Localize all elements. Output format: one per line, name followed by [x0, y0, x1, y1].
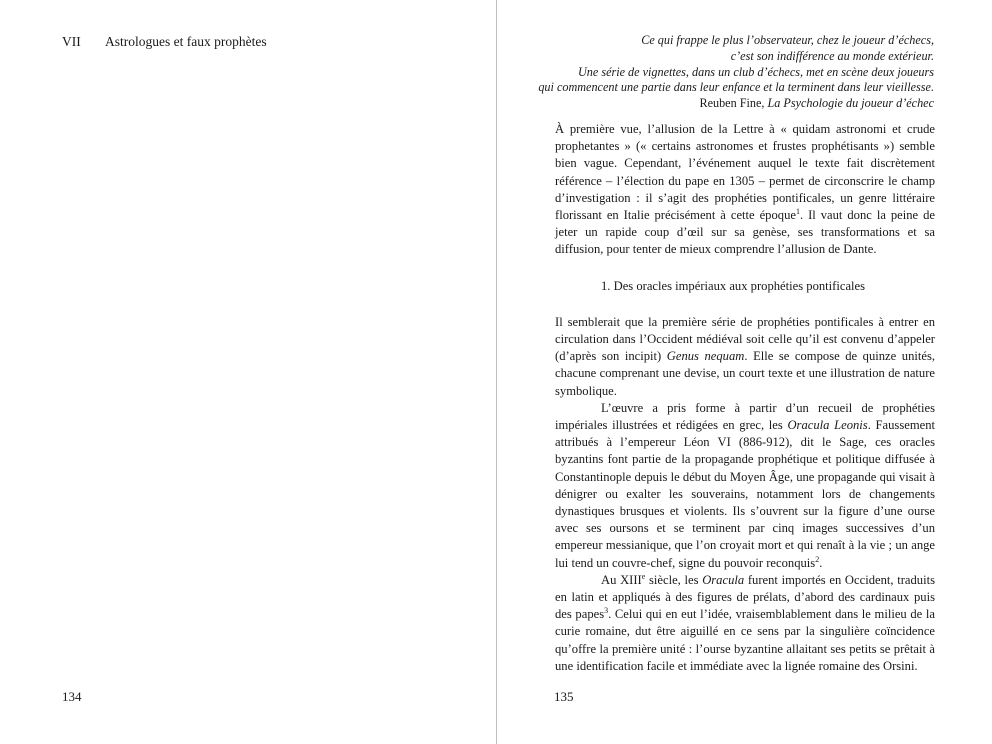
- epigraph: [537, 33, 934, 112]
- body-text: [555, 121, 935, 675]
- work-title: Oracula: [702, 572, 745, 587]
- century-superscript: e: [641, 571, 646, 581]
- text-run: . Faussement attribués à l’empereur Léon VI (886-912), dit le Sage, ces oracles byzantins font partie de la propagande prophétique et politique diffusée à Constantinople depuis le début du Moyen Âge, une propagande qui visait à dénigrer ou exalter les souverains, notamment lors de changements dynastiques brusques et violents. Ils s’ouvrent sur la figure d’une ourse avec ses oursons et se terminent par cinq images successives d’un empereur messianique, que l’on croyait mort et qui renaît à la vie ; un ange lui tend un couvre-chef, signe du pouvoir reconquis: [555, 418, 935, 570]
- epigraph-line: Ce qui frappe le plus l’observateur, chez le joueur d’échecs,: [641, 33, 934, 47]
- text-run: siècle, les: [645, 572, 703, 587]
- epigraph-line: Une série de vignettes, dans un club d’échecs, met en scène deux joueurs: [577, 64, 934, 79]
- epigraph-line: c’est son indifférence au monde extérieur.: [730, 48, 934, 63]
- section-heading: 1. Des oracles impériaux aux prophéties pontificales: [601, 278, 866, 293]
- epigraph-author: Reuben Fine,: [699, 96, 768, 111]
- text-run: Au XIII: [601, 572, 642, 587]
- incipit-title: Genus nequam: [666, 349, 745, 364]
- text-run: . Il vaut donc la peine de jeter un rapide coup d’œil sur sa genèse, ses transformations et sa diffusion, pour tenter de mieux comprendre l’allusion de Dante.: [555, 208, 935, 257]
- epigraph-line: qui commencent une partie dans leur enfance et la terminent dans leur vieillesse.: [538, 80, 934, 95]
- paragraph: [555, 314, 935, 400]
- text-run: À première vue, l’allusion de la Lettre à « quidam astronomi et crude prophetantes » (« certains astronomes et frustes prophétisants ») semble bien vague. Cependant, l’événement auquel le texte fait discrètement référence – l’élection du pape en 1305 – permet de circonscrire le champ d’investigation : il s’agit des prophéties pontificales, un genre littéraire florissant en Italie précisément à cette époque: [555, 122, 935, 223]
- epigraph-source: La Psychologie du joueur d’échec: [767, 96, 934, 111]
- work-title: Oracula Leonis: [787, 418, 868, 433]
- paragraph: [555, 572, 935, 675]
- running-head-title: Astrologues et faux prophètes: [105, 34, 267, 49]
- chapter-number: VII: [62, 34, 81, 49]
- text-run: furent importés en Occident, traduits en latin et appliqués à des figures de prélats, d’abord des cardinaux puis des papes: [555, 572, 935, 622]
- right-page: [497, 0, 992, 744]
- footnote-ref: 3: [604, 606, 609, 616]
- text-run: L’œuvre a pris forme à partir d’un recueil de prophéties impériales illustrées et rédigées en grec, les: [555, 400, 935, 433]
- page-number-left: 134: [62, 689, 82, 704]
- text-run: .: [819, 555, 823, 570]
- text-run: Il semblerait que la première série de prophéties pontificales à entrer en circulation dans l’Occident médiéval soit celle qu’il est convenu d’appeler (d’après son incipit): [555, 314, 935, 364]
- paragraph: [555, 121, 935, 259]
- text-run: . Elle se compose de quinze unités, chacune comprenant une devise, un court texte et une illustration de nature symbolique.: [555, 349, 936, 398]
- footnote-ref: 1: [795, 206, 800, 216]
- text-run: . Celui qui en eut l’idée, vraisemblablement dans le milieu de la curie romaine, dut être aiguillé en ce sens par la singulière coïncidence qu’offre la première unité : l’ourse byzantine allaitant ses petits se prêtait à une identification facile et immédiate avec la lignée romaine des Orsini.: [555, 607, 935, 673]
- epigraph-attribution: [537, 96, 934, 112]
- paragraph: [555, 400, 935, 572]
- footnote-ref: 2: [815, 554, 820, 564]
- page-number-right: 135: [554, 689, 574, 704]
